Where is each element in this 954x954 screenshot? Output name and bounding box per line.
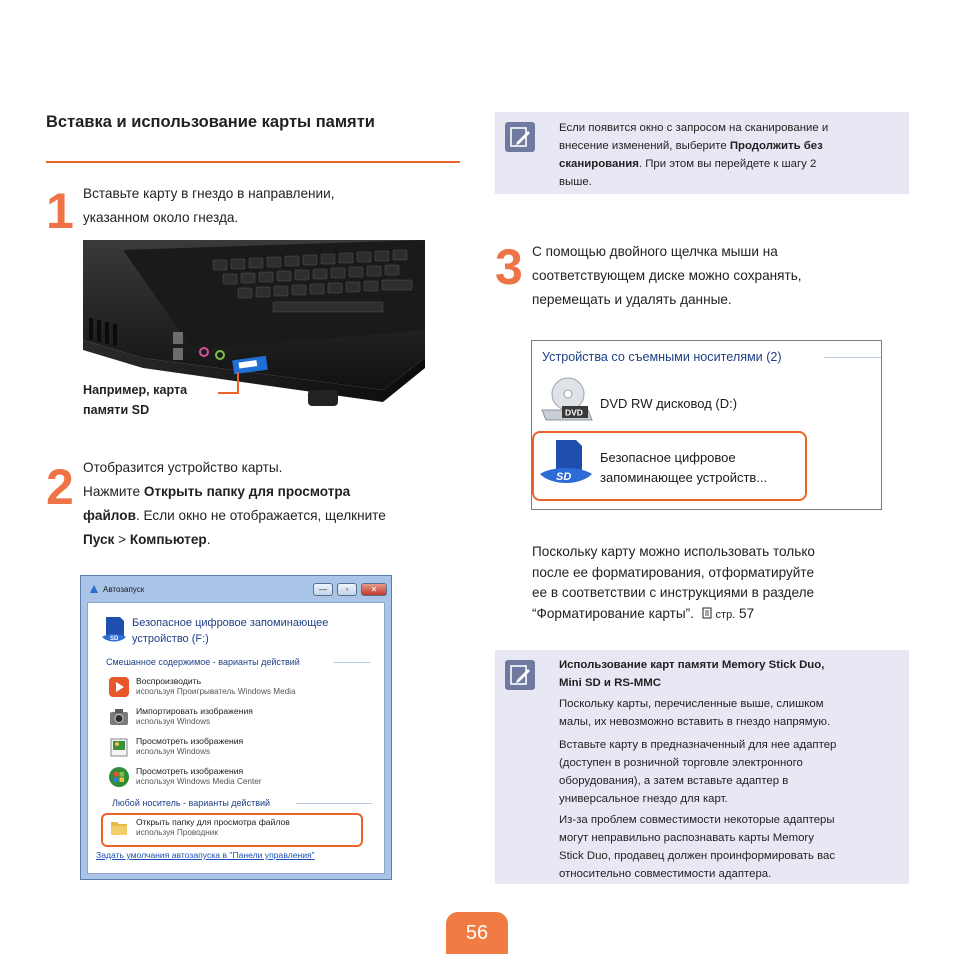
- format-link-text: “Форматирование карты”.: [532, 605, 694, 621]
- action-title: Воспроизводить: [136, 676, 202, 686]
- note-line: относительно совместимости адаптера.: [559, 868, 772, 880]
- photo-caption: [83, 380, 187, 420]
- text-span: . При этом вы перейдете к шагу 2: [638, 158, 817, 170]
- format-line: Поскольку карту можно использовать только: [532, 544, 815, 559]
- action-play[interactable]: [108, 675, 358, 701]
- group-divider: [334, 662, 370, 663]
- files-label: файлов: [83, 508, 136, 523]
- action-title: Просмотреть изображения: [136, 736, 244, 746]
- note-title-line: Mini SD и RS-MMC: [559, 677, 661, 689]
- camera-icon: [108, 706, 130, 728]
- sd-label-line: запоминающее устройств...: [600, 470, 768, 485]
- note-line: Stick Duo, продавец должен проинформировать вас: [559, 850, 836, 862]
- note-paragraph-3: [559, 811, 835, 883]
- format-paragraph: [532, 542, 815, 625]
- note-line: малы, их невозможно вставить в гнездо напрямую.: [559, 716, 831, 728]
- dvd-drive-label: DVD RW дисковод (D:): [600, 396, 738, 411]
- computer-label: Компьютер: [129, 532, 207, 547]
- step-3-line: С помощью двойного щелчка мыши на: [532, 244, 778, 259]
- step-3-text: [532, 240, 802, 312]
- step-2-line: [83, 528, 386, 552]
- action-subtitle: используя Проигрыватель Windows Media: [136, 687, 296, 696]
- note-line: могут неправильно распознавать карты Memory: [559, 832, 814, 844]
- caption-pointer: [218, 392, 238, 394]
- note-title-line: Использование карт памяти Memory Stick Duo,: [559, 659, 825, 671]
- action-title: Просмотреть изображения: [136, 766, 244, 776]
- action-subtitle: используя Windows: [136, 747, 211, 756]
- step-2-line: Отобразится устройство карты.: [83, 460, 283, 475]
- explorer-removable-devices: [531, 340, 882, 510]
- autorun-defaults-link[interactable]: Задать умолчания автозапуска в "Панели управления": [96, 850, 315, 860]
- minimize-button[interactable]: —: [313, 583, 333, 596]
- media-player-icon: [108, 676, 130, 698]
- note-box-adapters: [495, 650, 909, 884]
- pencil-note-icon: [505, 660, 535, 690]
- autorun-window: [80, 575, 392, 880]
- note-line: выше.: [559, 176, 592, 188]
- step-3-line: перемещать и удалять данные.: [532, 292, 732, 307]
- action-title: Открыть папку для просмотра файлов: [136, 817, 290, 827]
- note-line: оборудования), а затем вставьте адаптер в: [559, 775, 789, 787]
- page-number: 56: [446, 912, 508, 954]
- note-line: Если появится окно с запросом на сканирование и: [559, 122, 829, 134]
- step-2-line: [83, 504, 386, 528]
- text-span: Нажмите: [83, 484, 144, 499]
- section-title: Вставка и использование карты памяти: [46, 113, 375, 131]
- device-name-line: устройство (F:): [132, 633, 209, 645]
- text-span: .: [206, 532, 211, 547]
- window-title: Автозапуск: [103, 585, 145, 594]
- sd-card-icon: [100, 615, 128, 645]
- maximize-button[interactable]: ▫: [337, 583, 357, 596]
- note-line: Вставьте карту в предназначенный для нее адаптер: [559, 739, 837, 751]
- note-line: (доступен в розничной торговле электронного: [559, 757, 803, 769]
- note-line: Из-за проблем совместимости некоторые адаптеры: [559, 814, 835, 826]
- note-line: универсальное гнездо для карт.: [559, 793, 728, 805]
- text-span: . Если окно не отображается, щелкните: [135, 508, 386, 523]
- page-ref-prefix: стр.: [715, 608, 736, 621]
- sd-label-line: Безопасное цифровое: [600, 450, 736, 465]
- step-3-number: 3: [495, 239, 523, 295]
- step-1-number: 1: [46, 183, 74, 239]
- removable-group-title: Устройства со съемными носителями (2): [542, 350, 782, 364]
- caption-line: памяти SD: [83, 403, 150, 417]
- note-line: [559, 155, 828, 173]
- step-2-text: [83, 456, 386, 552]
- photo-viewer-icon: [108, 736, 130, 758]
- svg-text:SD: SD: [556, 471, 572, 483]
- caption-line: Например, карта: [83, 383, 188, 397]
- text-span: внесение изменений, выберите: [559, 140, 730, 152]
- group-divider: [824, 357, 882, 358]
- note-paragraph-2: [559, 736, 836, 808]
- action-subtitle: используя Windows Media Center: [136, 777, 262, 786]
- note-text: [559, 119, 828, 191]
- note-line: Поскольку карты, перечисленные выше, слишком: [559, 698, 824, 710]
- group-divider: [296, 803, 372, 804]
- action-subtitle: используя Windows: [136, 717, 211, 726]
- device-name-line: Безопасное цифровое запоминающее: [132, 617, 329, 629]
- start-label: Пуск: [83, 532, 115, 547]
- note-paragraph-1: [559, 695, 830, 731]
- caption-pointer: [237, 372, 239, 394]
- step-2-number: 2: [46, 459, 74, 515]
- note-title: [559, 656, 824, 692]
- text-span: >: [114, 532, 130, 547]
- step-1-text: [83, 182, 335, 230]
- step-1-line: Вставьте карту в гнездо в направлении,: [83, 186, 335, 201]
- open-folder-highlight: [101, 813, 363, 847]
- format-line: после ее форматирования, отформатируйте: [532, 564, 815, 580]
- title-underline: [46, 161, 460, 163]
- autorun-app-icon: [88, 583, 100, 595]
- action-title: Импортировать изображения: [136, 706, 253, 716]
- open-folder-label: Открыть папку для просмотра: [143, 484, 351, 499]
- device-name: [132, 615, 372, 647]
- action-view-images[interactable]: [108, 735, 358, 761]
- action-import-images[interactable]: [108, 705, 358, 731]
- svg-text:SD: SD: [110, 636, 119, 642]
- format-line: [532, 604, 815, 626]
- page-ref-number[interactable]: 57: [739, 605, 755, 621]
- action-view-images-media-center[interactable]: [108, 765, 358, 791]
- continue-label: Продолжить без: [729, 140, 823, 152]
- pencil-note-icon: [505, 122, 535, 152]
- media-center-icon: [108, 766, 130, 788]
- sd-storage-highlight: [532, 431, 807, 501]
- format-line: ее в соответствии с инструкциями в разделе: [532, 585, 815, 600]
- action-subtitle: используя Проводник: [136, 828, 218, 837]
- group-any-media: Любой носитель - варианты действий: [112, 798, 271, 808]
- page-ref-icon: [702, 607, 712, 619]
- step-1-line: указанном около гнезда.: [83, 210, 239, 225]
- close-button[interactable]: ✕: [361, 583, 387, 596]
- scanning-label: сканирования: [559, 158, 639, 170]
- note-box-scan: [495, 112, 909, 194]
- dvd-drive-icon: [538, 376, 594, 426]
- autorun-body: [87, 602, 385, 874]
- dvd-badge: DVD: [565, 407, 583, 418]
- step-3-line: соответствующем диске можно сохранять,: [532, 268, 802, 283]
- step-2-line: [83, 480, 386, 504]
- group-mixed-content: Смешанное содержимое - варианты действий: [106, 657, 300, 667]
- note-line: [559, 137, 828, 155]
